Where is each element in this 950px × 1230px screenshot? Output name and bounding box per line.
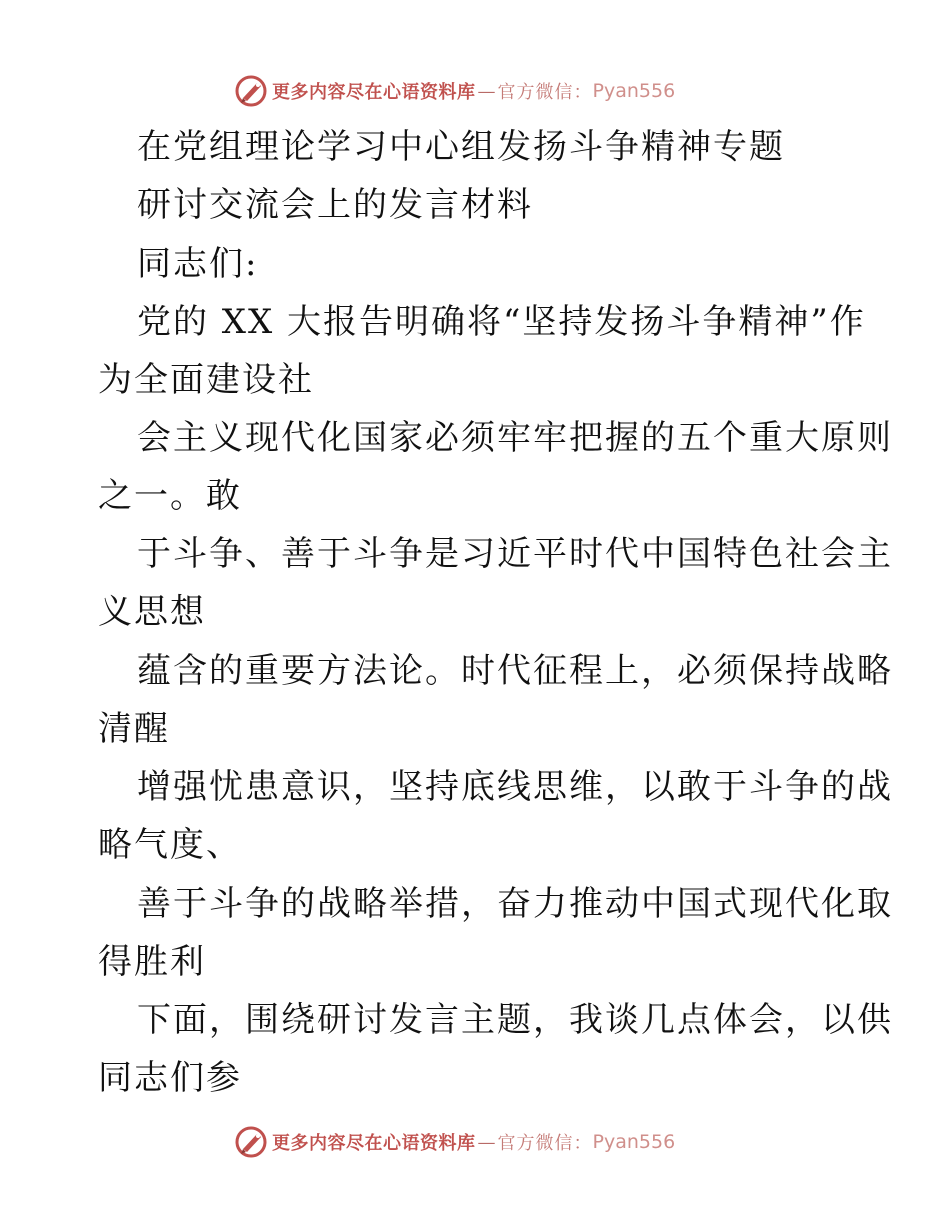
watermark-dash: — — [477, 80, 496, 102]
salutation: 同志们: — [137, 244, 259, 284]
watermark-label: 官方微信： — [497, 82, 593, 103]
paragraph-line: 善于斗争的战略举措，奋力推动中国式现代化取 — [137, 884, 893, 924]
paragraph-line: 之一。敢 — [98, 476, 242, 516]
logo-icon — [234, 1125, 268, 1159]
watermark-footer — [234, 1122, 675, 1162]
watermark-dash: — — [477, 1131, 496, 1153]
paragraph-line: 清醒 — [98, 709, 170, 749]
title-line-2: 研讨交流会上的发言材料 — [137, 185, 533, 225]
paragraph-line: 增强忧患意识，坚持底线思维，以敢于斗争的战 — [137, 767, 893, 807]
watermark-main-text: 更多内容尽在心语资料库 — [272, 82, 476, 103]
paragraph-line: 同志们参 — [98, 1058, 242, 1098]
watermark-header — [234, 71, 675, 111]
watermark-handle: Pyan556 — [592, 1131, 676, 1153]
watermark-handle: Pyan556 — [592, 80, 676, 102]
paragraph-line: 略气度、 — [98, 825, 242, 865]
paragraph-line: 义思想 — [98, 592, 206, 632]
logo-icon — [234, 74, 268, 108]
watermark-main-text: 更多内容尽在心语资料库 — [272, 1133, 476, 1154]
paragraph-line: 为全面建设社 — [98, 360, 314, 400]
watermark-label: 官方微信： — [497, 1133, 593, 1154]
paragraph-line: 蕴含的重要方法论。时代征程上，必须保持战略 — [137, 651, 893, 691]
paragraph-line: 下面，围绕研讨发言主题，我谈几点体会，以供 — [137, 1000, 893, 1040]
title-line-1: 在党组理论学习中心组发扬斗争精神专题 — [137, 127, 785, 167]
paragraph-line: 党的 XX 大报告明确将“坚持发扬斗争精神”作 — [137, 302, 866, 342]
paragraph-line: 会主义现代化国家必须牢牢把握的五个重大原则 — [137, 418, 893, 458]
paragraph-line: 于斗争、善于斗争是习近平时代中国特色社会主 — [137, 534, 893, 574]
paragraph-line: 得胜利 — [98, 942, 206, 982]
